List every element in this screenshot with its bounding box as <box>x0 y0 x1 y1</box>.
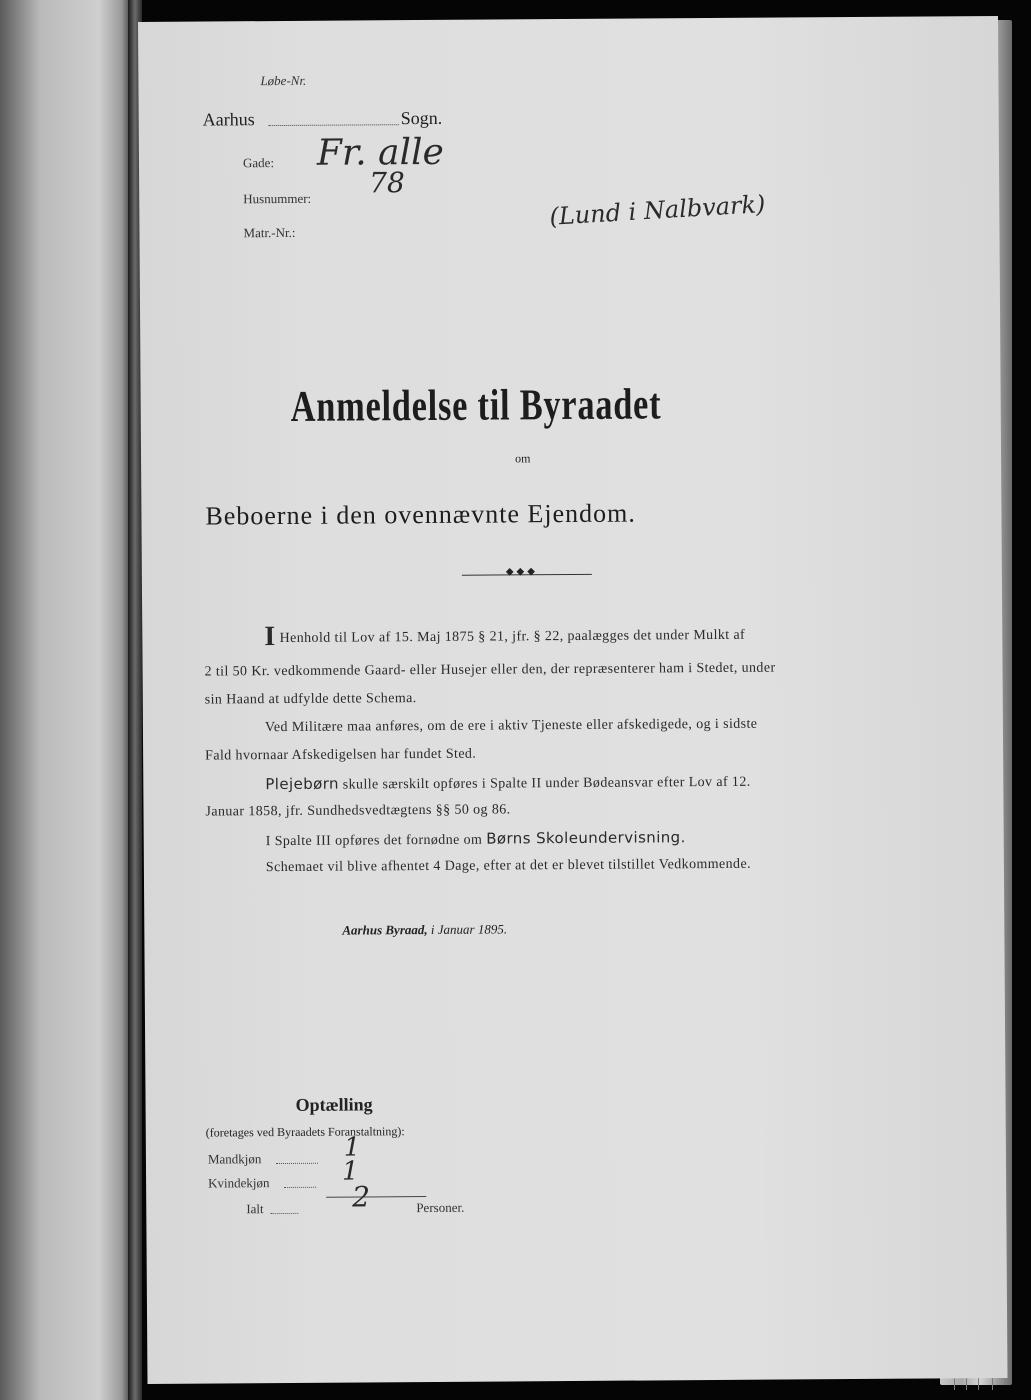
husnummer-value: 78 <box>369 166 405 200</box>
paragraph-1-line-2: 2 til 50 Kr. vedkommende Gaard- eller Husejer eller den, der repræsenterer ham i Stedet, under <box>204 660 776 680</box>
ialt-label: Ialt <box>246 1201 264 1217</box>
lobe-nr-label: Løbe-Nr. <box>260 72 307 89</box>
kvindekjon-value: 1 <box>341 1156 359 1187</box>
dropcap: I <box>264 621 276 653</box>
paragraph-4-line-1: I Spalte III opføres det fornødne om Børns Skoleundervisning. <box>265 828 686 850</box>
form-page <box>138 16 1007 1384</box>
husnummer-label: Husnummer: <box>243 190 312 207</box>
kvindekjon-dots <box>284 1187 316 1188</box>
ialt-dots <box>270 1213 298 1214</box>
count-note: (foretages ved Byraadets Foranstaltning): <box>205 1124 405 1140</box>
mandkjon-label: Mandkjøn <box>207 1151 262 1167</box>
mandkjon-value: 1 <box>343 1132 361 1163</box>
signature-name: Aarhus Byraad, <box>342 922 428 938</box>
gade-value: Fr. alle <box>316 131 444 174</box>
paragraph-2-line-1: Ved Militære maa anføres, om de ere i aktiv Tjeneste eller afskedigede, og i sidste <box>264 716 758 736</box>
paragraph-1-line-1: I Henhold til Lov af 15. Maj 1875 § 21, jfr. § 22, paalægges det under Mulkt af <box>264 621 746 653</box>
gade-label: Gade: <box>242 155 275 171</box>
skoleundervisning-emph: Børns Skoleundervisning. <box>486 828 686 848</box>
page-title: Anmeldelse til Byraadet <box>290 379 662 431</box>
personer-label: Personer. <box>416 1199 465 1216</box>
city-label: Aarhus <box>202 109 255 130</box>
paragraph-2-line-2: Fald hvornaar Afskedigelsen har fundet Sted. <box>205 746 477 764</box>
paragraph-5-line-1: Schemaet vil blive afhentet 4 Dage, efter at det er blevet tilstillet Vedkommende. <box>265 856 752 876</box>
paragraph-3-line-2: Januar 1858, jfr. Sundhedsvedtægtens §§ 50 og 86. <box>205 802 511 820</box>
count-heading: Optælling <box>295 1094 373 1115</box>
title-connector: om <box>515 451 531 466</box>
sogn-field <box>269 124 399 126</box>
ornament-diamonds: ◆◆◆ <box>505 566 538 578</box>
signature-date: i Januar 1895. <box>430 921 508 937</box>
side-note: (Lund i Nalbvark) <box>548 189 767 231</box>
matr-nr-label: Matr.-Nr.: <box>243 224 296 241</box>
ialt-value: 2 <box>352 1180 371 1214</box>
paragraph-1-line-3: sin Haand at udfylde dette Schema. <box>204 691 417 708</box>
mandkjon-dots <box>276 1163 318 1164</box>
sum-rule <box>326 1196 426 1198</box>
sogn-label: Sogn. <box>400 107 443 129</box>
page-subtitle: Beboerne i den ovennævnte Ejendom. <box>205 498 636 531</box>
kvindekjon-label: Kvindekjøn <box>208 1175 270 1191</box>
paragraph-3-line-1: Plejebørn skulle særskilt opføres i Spalte II under Bødeansvar efter Lov af 12. <box>265 774 751 794</box>
facing-page <box>0 0 132 1400</box>
signature-line <box>342 921 507 938</box>
plejeborn-lead: Plejebørn <box>265 774 339 794</box>
